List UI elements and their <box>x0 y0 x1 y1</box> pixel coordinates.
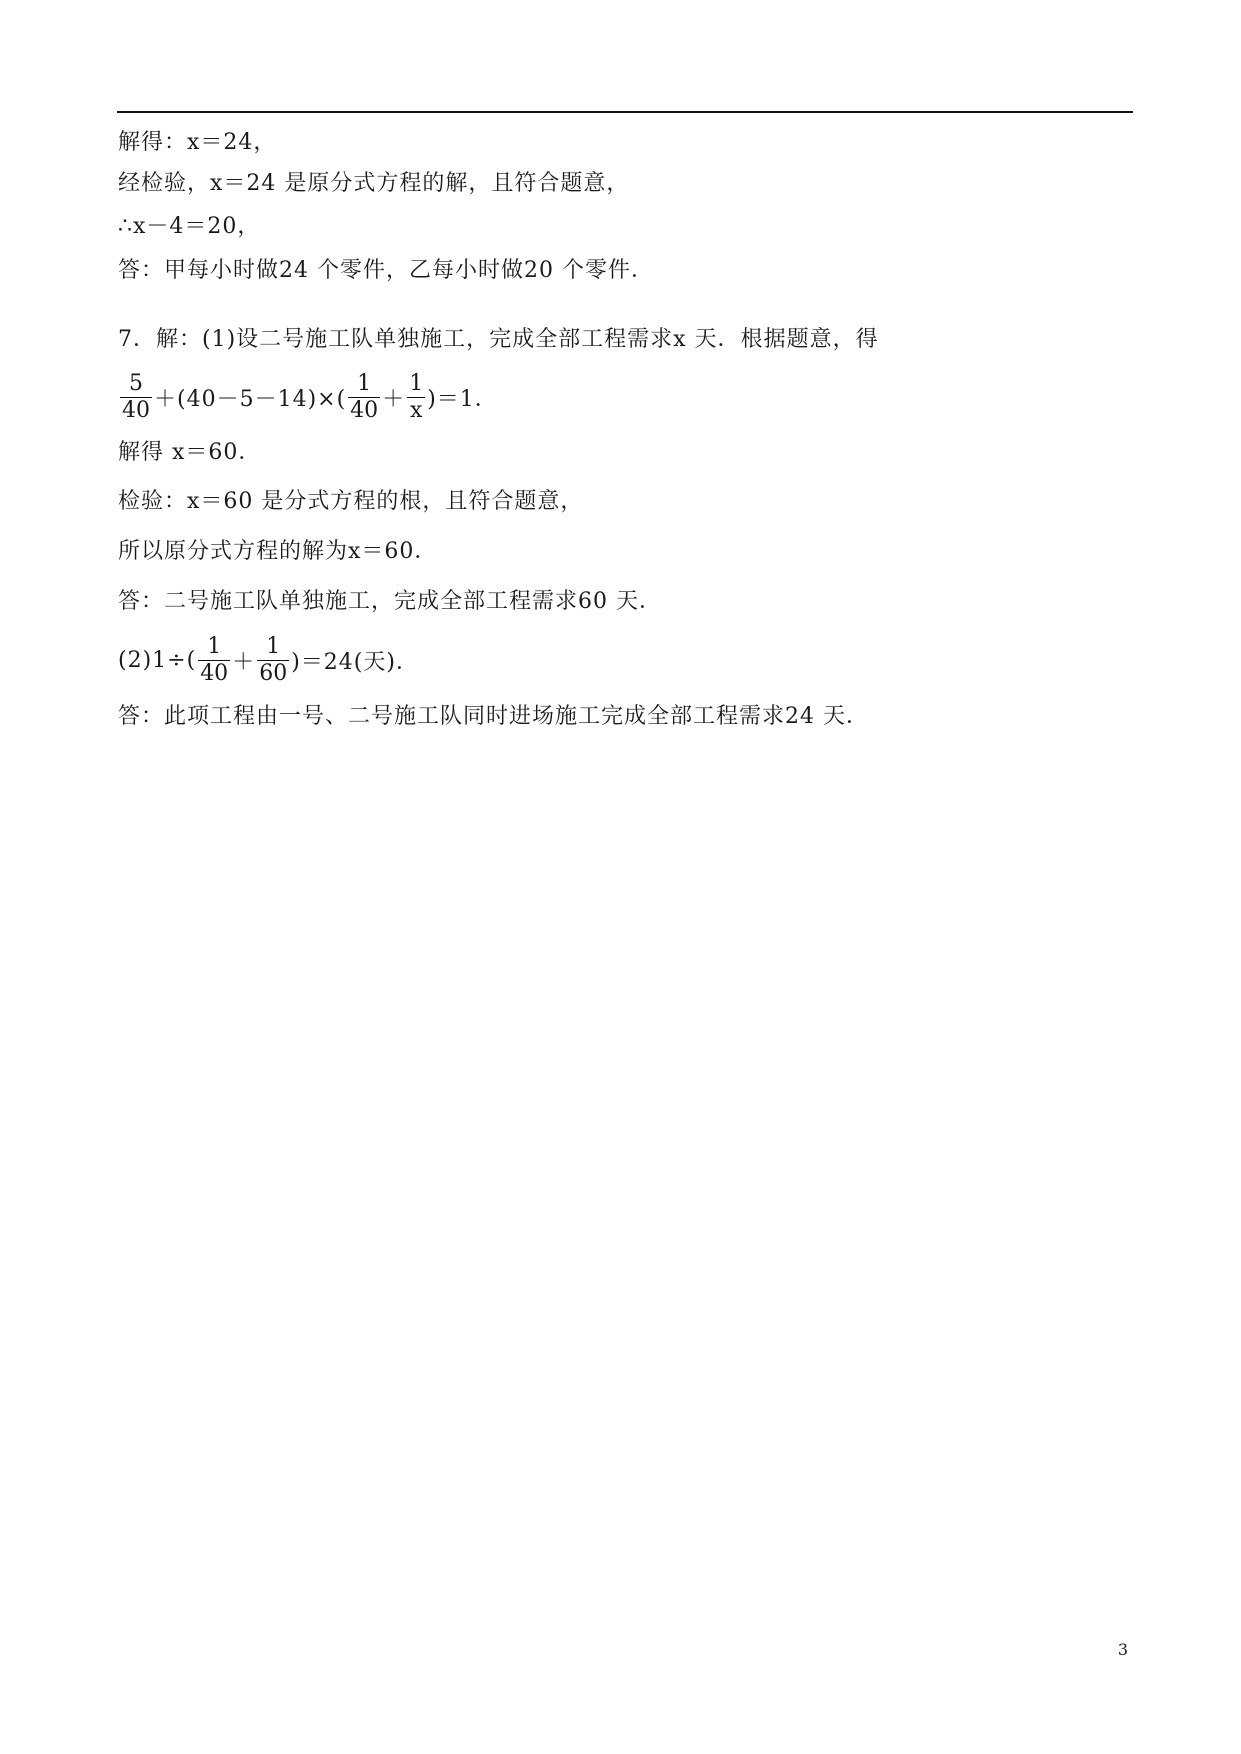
fraction-1-over-40 <box>348 371 380 424</box>
fraction-1-over-40 <box>198 634 230 687</box>
text-line-8: 检验：x＝60 是分式方程的根，且符合题意， <box>118 489 584 514</box>
text-line-7: 解得 x＝60． <box>118 440 262 465</box>
fraction-numerator: 1 <box>348 371 380 398</box>
fraction-1-over-x <box>407 371 425 424</box>
plus-sign: ＋ <box>382 386 406 412</box>
fraction-5-over-40 <box>120 371 152 424</box>
equation-end: )＝1． <box>427 386 498 412</box>
equation-end: )＝24(天)． <box>291 649 419 675</box>
fraction-numerator: 1 <box>198 634 230 661</box>
text-line-4: 答：甲每小时做24 个零件，乙每小时做20 个零件． <box>118 258 654 283</box>
text-line-5: 7．解：(1)设二号施工队单独施工，完成全部工程需求x 天．根据题意，得 <box>118 327 879 352</box>
text-line-12: 答：此项工程由一号、二号施工队同时进场施工完成全部工程需求24 天． <box>118 704 869 729</box>
fraction-numerator: 1 <box>257 634 289 661</box>
text-line-10: 答：二号施工队单独施工，完成全部工程需求60 天． <box>118 589 662 614</box>
header-rule <box>117 111 1133 113</box>
fraction-denominator: 60 <box>259 660 288 686</box>
equation-start: (2)1÷( <box>118 647 197 673</box>
text-line-3: ∴x－4＝20， <box>118 214 261 239</box>
fraction-numerator: 5 <box>120 371 152 398</box>
fraction-denominator: 40 <box>350 397 379 423</box>
fraction-1-over-60 <box>257 634 289 687</box>
page-number: 3 <box>1117 1640 1128 1659</box>
fraction-denominator: 40 <box>122 397 150 423</box>
plus-sign: ＋ <box>232 649 256 675</box>
fraction-denominator: 40 <box>200 660 229 686</box>
equation-1 <box>118 369 498 425</box>
equation-2 <box>118 632 419 688</box>
fraction-numerator: 1 <box>409 370 424 396</box>
text-line-2: 经检验，x＝24 是原分式方程的解，且符合题意， <box>118 171 630 196</box>
equation-middle: ＋(40－5－14)×( <box>154 386 347 412</box>
text-line-9: 所以原分式方程的解为x＝60． <box>118 539 438 564</box>
text-line-1: 解得：x＝24， <box>118 130 277 155</box>
fraction-denominator: x <box>409 397 423 423</box>
